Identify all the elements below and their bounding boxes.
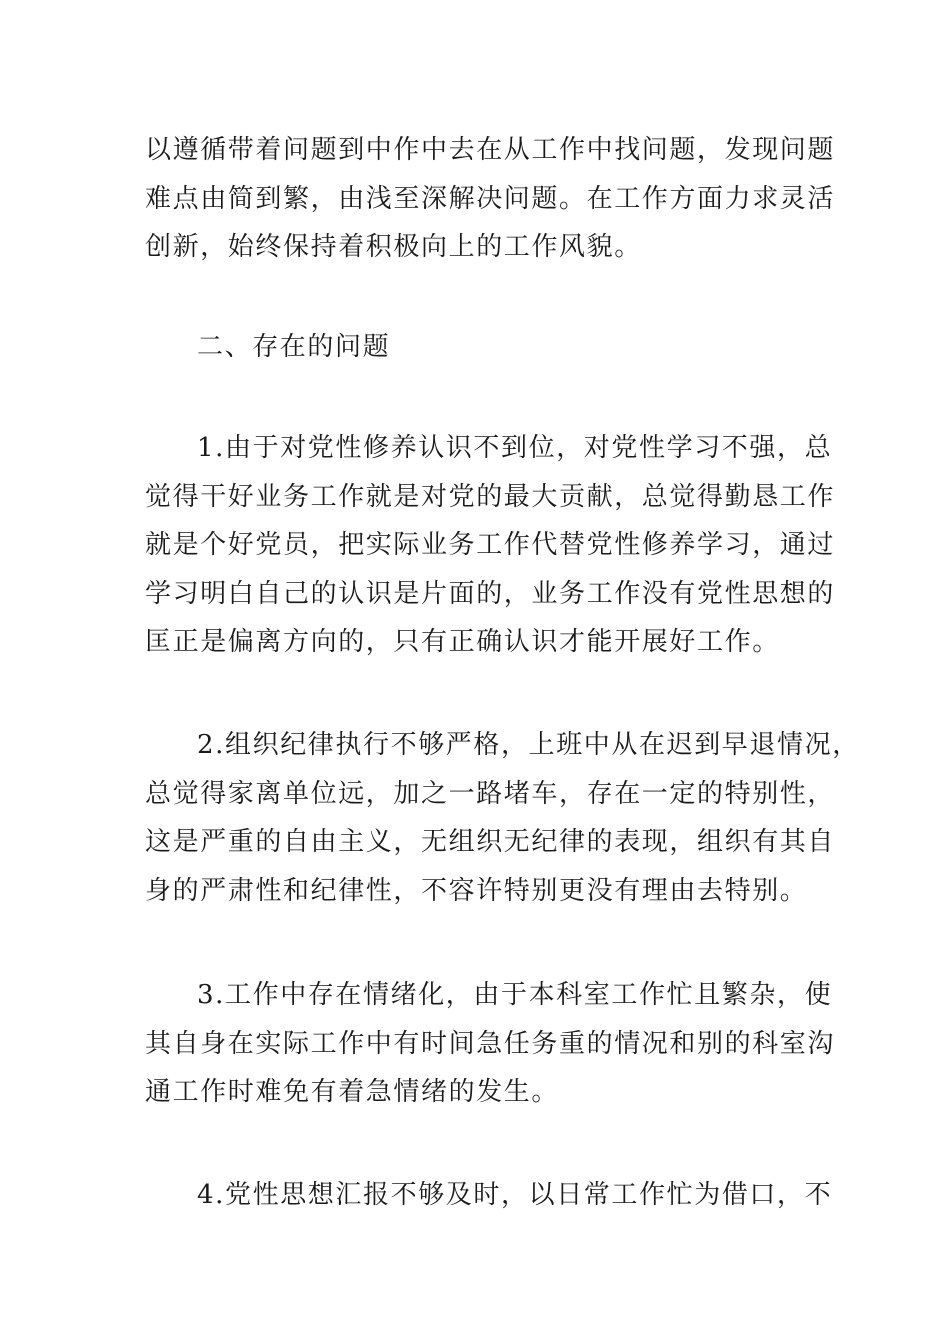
- numbered-item-4: [145, 1171, 833, 1220]
- text-line: 其自身在实际工作中有时间急任务重的情况和别的科室沟: [145, 1028, 836, 1059]
- text-line: 创新，始终保持着积极向上的工作风貌。: [145, 232, 642, 262]
- text-line: 3.工作中存在情绪化，由于本科室工作忙且繁杂，使: [197, 980, 833, 1010]
- text-line: 就是个好党员，把实际业务工作代替党性修养学习，通过: [145, 530, 836, 560]
- text-line: 身的严肃性和纪律性，不容许特别更没有理由去特别。: [145, 875, 808, 906]
- section-heading-text: 二、存在的问题: [197, 332, 391, 362]
- text-line: 这是严重的自由主义，无组织无纪律的表现，组织有其自: [145, 827, 836, 857]
- paragraph-continued: [145, 126, 836, 272]
- text-line: 通工作时难免有着急情绪的发生。: [145, 1077, 560, 1107]
- text-line: 觉得干好业务工作就是对党的最大贡献，总觉得勤恳工作: [145, 481, 836, 512]
- text-line: 4.党性思想汇报不够及时，以日常工作忙为借口，不: [197, 1180, 833, 1210]
- numbered-item-1: [145, 424, 836, 667]
- text-line: 总觉得家离单位远，加之一路堵车，存在一定的特别性，: [145, 778, 836, 809]
- numbered-item-2: [145, 721, 860, 915]
- text-line: 2.组织纪律执行不够严格，上班中从在迟到早退情况，: [197, 730, 860, 760]
- text-line: 难点由简到繁，由浅至深解决问题。在工作方面力求灵活: [145, 183, 836, 214]
- text-line: 学习明白自己的认识是片面的，业务工作没有党性思想的: [145, 578, 836, 609]
- numbered-item-3: [145, 971, 836, 1117]
- text-line: 以遵循带着问题到中作中去在从工作中找问题，发现问题: [145, 135, 836, 165]
- text-line: 1.由于对党性修养认识不到位，对党性学习不强，总: [197, 433, 833, 463]
- section-heading: [145, 323, 810, 372]
- text-line: 匡正是偏离方向的，只有正确认识才能开展好工作。: [145, 627, 780, 657]
